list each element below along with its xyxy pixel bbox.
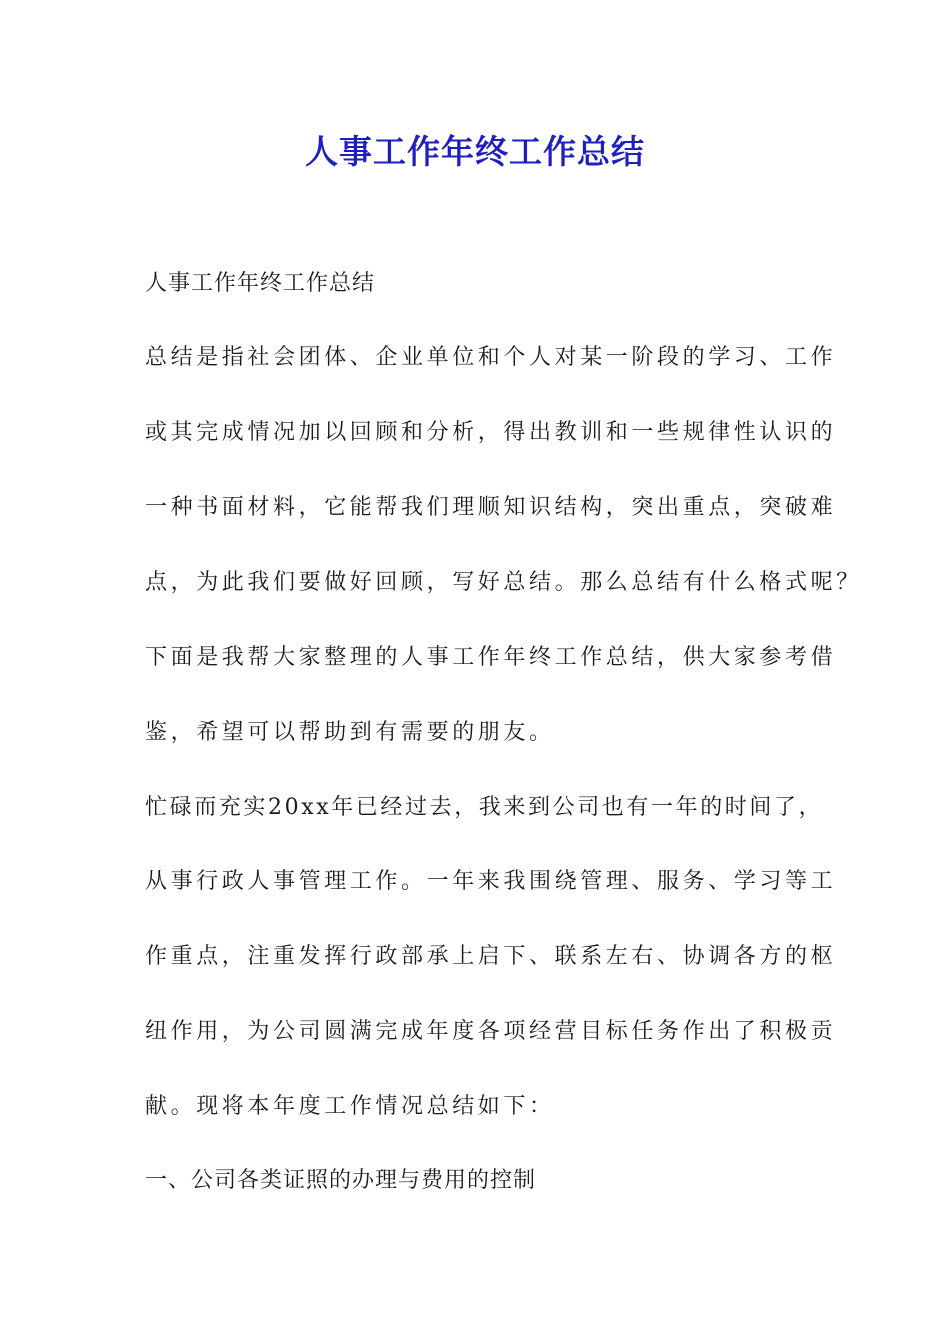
body-line-10: 纽作用，为公司圆满完成年度各项经营目标任务作出了积极贡 [145,1019,837,1044]
document-subtitle: 人事工作年终工作总结 [145,271,376,296]
body-line-11: 献。现将本年度工作情况总结如下： [145,1094,555,1119]
body-line-7: 忙碌而充实20xx年已经过去，我来到公司也有一年的时间了， [145,795,824,820]
body-line-9: 作重点，注重发挥行政部承上启下、联系左右、协调各方的枢 [145,944,837,969]
body-line-5: 下面是我帮大家整理的人事工作年终工作总结，供大家参考借 [145,645,837,670]
body-line-1: 总结是指社会团体、企业单位和个人对某一阶段的学习、工作 [145,345,837,370]
body-line-2: 或其完成情况加以回顾和分析，得出教训和一些规律性认识的 [145,420,837,445]
document-title: 人事工作年终工作总结 [305,132,645,171]
section-heading: 一、公司各类证照的办理与费用的控制 [145,1168,537,1193]
body-line-6: 鉴，希望可以帮助到有需要的朋友。 [145,720,555,745]
body-line-4: 点，为此我们要做好回顾，写好总结。那么总结有什么格式呢？ [145,570,862,595]
body-line-8: 从事行政人事管理工作。一年来我围绕管理、服务、学习等工 [145,869,837,894]
body-line-3: 一种书面材料，它能帮我们理顺知识结构，突出重点，突破难 [145,495,837,520]
